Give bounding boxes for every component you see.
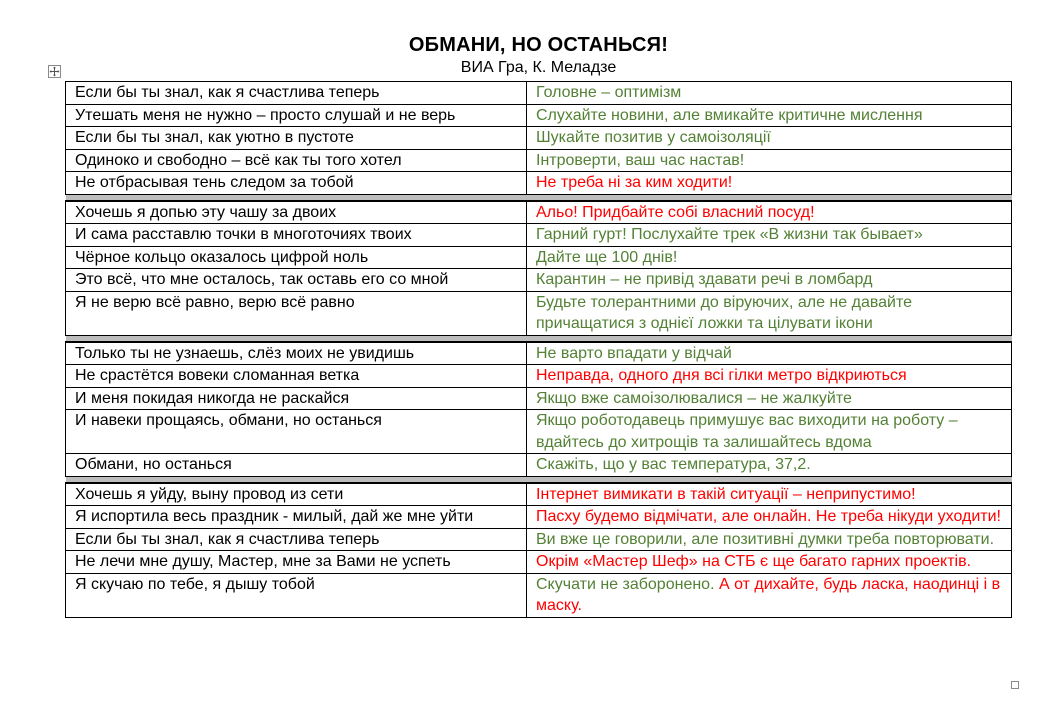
lyric-cell: И навеки прощаясь, обмани, но останься	[66, 410, 527, 454]
comment-cell: Карантин – не привід здавати речі в ломбард	[527, 269, 1012, 292]
lyric-cell: Я не верю всё равно, верю всё равно	[66, 291, 527, 335]
comment-cell: Не треба ні за ким ходити!	[527, 172, 1012, 195]
table-row	[66, 269, 1012, 292]
lyric-cell: Утешать меня не нужно – просто слушай и не верь	[66, 104, 527, 127]
lyric-cell: И меня покидая никогда не раскайся	[66, 387, 527, 410]
comment-cell: Будьте толерантними до віруючих, але не давайте причащатися з однієї ложки та цілувати ікони	[527, 291, 1012, 335]
comment-cell: Неправда, одного дня всі гілки метро відкриються	[527, 365, 1012, 388]
lyric-cell: И сама расставлю точки в многоточиях твоих	[66, 224, 527, 247]
comment-cell: Головне – оптимізм	[527, 82, 1012, 105]
comment-cell: Інтернет вимикати в такій ситуації – неприпустимо!	[527, 483, 1012, 506]
comment-cell: Слухайте новини, але вмикайте критичне мислення	[527, 104, 1012, 127]
comment-cell: Скажіть, що у вас температура, 37,2.	[527, 454, 1012, 477]
table-row	[66, 342, 1012, 365]
table-row	[66, 104, 1012, 127]
comment-cell: Не варто впадати у відчай	[527, 342, 1012, 365]
lyrics-table-body	[66, 82, 1012, 618]
lyric-cell: Не срастётся вовеки сломанная ветка	[66, 365, 527, 388]
comment-cell: Інтроверти, ваш час настав!	[527, 149, 1012, 172]
table-row	[66, 246, 1012, 269]
table-row	[66, 201, 1012, 224]
table-row	[66, 573, 1012, 617]
lyric-cell: Обмани, но останься	[66, 454, 527, 477]
lyric-cell: Только ты не узнаешь, слёз моих не увидишь	[66, 342, 527, 365]
table-row	[66, 551, 1012, 574]
document-subtitle: ВИА Гра, К. Меладзе	[460, 59, 617, 76]
table-row	[66, 365, 1012, 388]
table-row	[66, 172, 1012, 195]
resize-square-icon[interactable]	[1011, 681, 1019, 689]
table-row	[66, 127, 1012, 150]
lyric-cell: Не лечи мне душу, Мастер, мне за Вами не успеть	[66, 551, 527, 574]
lyric-cell: Это всё, что мне осталось, так оставь его со мной	[66, 269, 527, 292]
move-arrows-icon[interactable]	[48, 65, 61, 78]
comment-cell: Гарний гурт! Послухайте трек «В жизни так бывает»	[527, 224, 1012, 247]
lyric-cell: Не отбрасывая тень следом за тобой	[66, 172, 527, 195]
comment-cell: Пасху будемо відмічати, але онлайн. Не треба нікуди уходити!	[527, 506, 1012, 529]
lyric-cell: Если бы ты знал, как я счастлива теперь	[66, 528, 527, 551]
document-title: ОБМАНИ, НО ОСТАНЬСЯ!	[408, 34, 669, 56]
table-row	[66, 410, 1012, 454]
lyric-cell: Если бы ты знал, как я счастлива теперь	[66, 82, 527, 105]
comment-cell: Ви вже це говорили, але позитивні думки треба повторювати.	[527, 528, 1012, 551]
table-row	[66, 224, 1012, 247]
lyric-cell: Я испортила весь праздник - милый, дай же мне уйти	[66, 506, 527, 529]
lyrics-table	[65, 81, 1012, 618]
lyric-cell: Хочешь я уйду, вынy провод из сети	[66, 483, 527, 506]
comment-cell: Окрім «Мастер Шеф» на СТБ є ще багато гарних проектів.	[527, 551, 1012, 574]
table-row	[66, 387, 1012, 410]
lyric-cell: Чёрное кольцо оказалось цифрой ноль	[66, 246, 527, 269]
comment-part: Скучати не заборонено.	[536, 575, 719, 593]
lyric-cell: Я скучаю по тебе, я дышу тобой	[66, 573, 527, 617]
table-row	[66, 454, 1012, 477]
comment-cell: Шукайте позитив у самоізоляції	[527, 127, 1012, 150]
lyric-cell: Если бы ты знал, как уютно в пустоте	[66, 127, 527, 150]
comment-cell	[527, 573, 1012, 617]
table-row	[66, 291, 1012, 335]
table-row	[66, 506, 1012, 529]
lyric-cell: Хочешь я допью эту чашу за двоих	[66, 201, 527, 224]
comment-cell: Дайте ще 100 днів!	[527, 246, 1012, 269]
lyric-cell: Одиноко и свободно – всё как ты того хотел	[66, 149, 527, 172]
comment-cell: Якщо роботодавець примушує вас виходити на роботу – вдайтесь до хитрощів та залишайтесь вдома	[527, 410, 1012, 454]
table-row	[66, 483, 1012, 506]
table-row	[66, 82, 1012, 105]
comment-part: А от дихайте, будь ласка, наодинці і в маску.	[536, 575, 1001, 614]
comment-cell: Якщо вже самоізолювалися – не жалкуйте	[527, 387, 1012, 410]
comment-cell: Альо! Придбайте собі власний посуд!	[527, 201, 1012, 224]
table-row	[66, 528, 1012, 551]
table-row	[66, 149, 1012, 172]
